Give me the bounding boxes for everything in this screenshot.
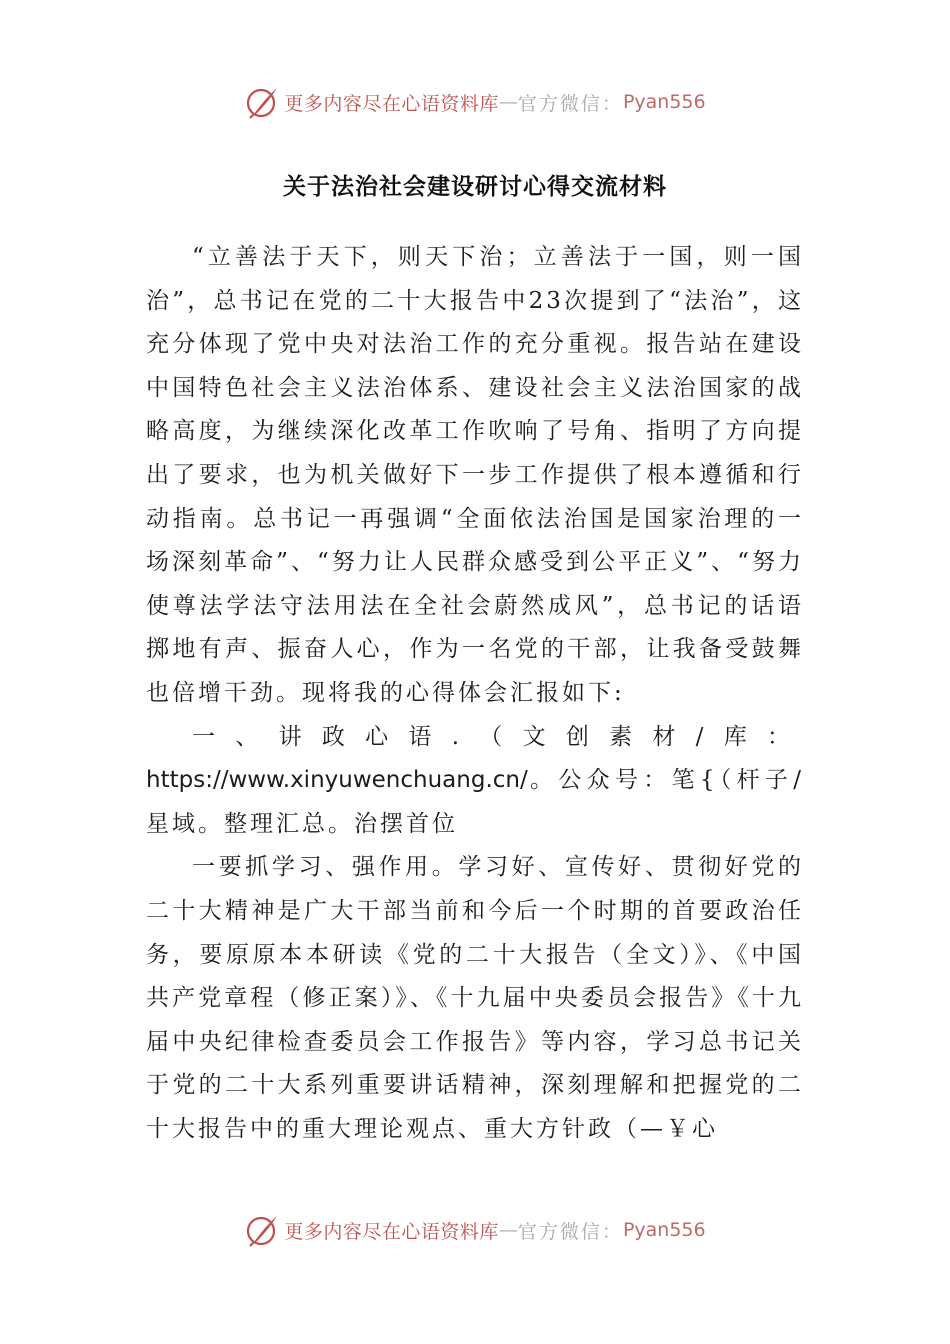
watermark-sub-text: 官方微信： <box>517 1220 623 1243</box>
watermark-header <box>0 82 950 122</box>
watermark-dash: — <box>498 1219 518 1241</box>
watermark-wechat-id: Pyan556 <box>622 91 706 113</box>
watermark-sub-text: 官方微信： <box>517 92 623 115</box>
paragraph-section-one <box>146 716 804 847</box>
website-url: https://www.xinyuwenchuang.cn/ <box>146 767 528 794</box>
document-body <box>146 236 804 1151</box>
paragraph-study: 一要抓学习、强作用。学习好、宣传好、贯彻好党的二十大精神是广大干部当前和今后一个时期的首要政治任务，要原原本本研读《党的二十大报告（全文）》、《中国共产党章程（修正案）》、《十九届中央委员会报告》《十九届中央纪律检查委员会工作报告》等内容，学习总书记关于党的二十大系列重要讲话精神，深刻理解和把握党的二十大报告中的重大理论观点、重大方针政（—￥心 <box>146 854 804 1142</box>
watermark-dash: — <box>498 91 518 113</box>
section-one-heading: 一、讲政心语.（文创素材/库： <box>192 723 804 750</box>
watermark-main-text: 更多内容尽在心语资料库 <box>284 1220 499 1243</box>
document-title: 关于法治社会建设研讨心得交流材料 <box>283 173 667 200</box>
watermark-main-text: 更多内容尽在心语资料库 <box>284 92 499 115</box>
feather-pen-logo-icon <box>244 1212 280 1248</box>
feather-pen-logo-icon <box>244 84 280 120</box>
watermark-footer <box>0 1210 950 1250</box>
watermark-wechat-id: Pyan556 <box>622 1219 706 1241</box>
paragraph-intro: “立善法于天下，则天下治；立善法于一国，则一国治”，总书记在党的二十大报告中23次提到了“法治”，这充分体现了党中央对法治工作的充分重视。报告站在建设中国特色社会主义法治体系、建设社会主义法治国家的战略高度，为继续深化改革工作吹响了号角、指明了方向提出了要求，也为机关做好下一步工作提供了根本遵循和行动指南。总书记一再强调“全面依法治国是国家治理的一场深刻革命”、“努力让人民群众感受到公平正义”、“努力使尊法学法守法用法在全社会蔚然成风”，总书记的话语掷地有声、振奋人心，作为一名党的干部，让我备受鼓舞也倍增干劲。现将我的心得体会汇报如下: <box>146 244 804 706</box>
section-one-heading-tail: 。公众号：笔{（杆子/星域。整理汇总。治摆首位 <box>146 767 804 837</box>
